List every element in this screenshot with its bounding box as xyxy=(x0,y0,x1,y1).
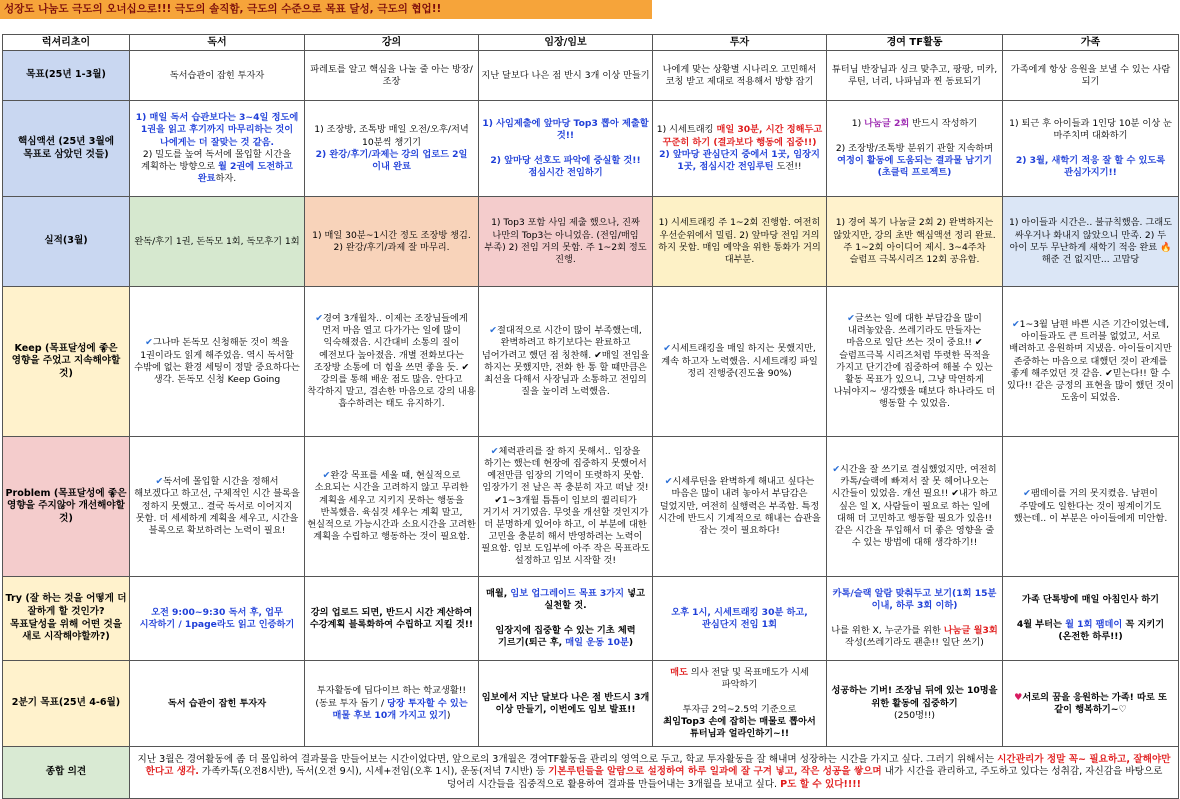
problem-tf: ✔시간을 잘 쓰기로 결심했었지만, 여전히 카톡/슬랙에 빠져서 잘 못 헤어나오는 시간들이 있었음. 개선 필요!! ✔내가 하고 싶은 일 X, 사람들이 필요로 하는 일에 대해 더 고민하고 행동할 필요가 있음!! 같은 시간을 투입해서 더 좋은 영향을 줄 수 있는 방법에 대해 생각하기!! xyxy=(827,437,1003,577)
goal-imjang: 지난 달보다 나은 점 반시 3개 이상 만들기 xyxy=(479,51,653,101)
header-reading: 독서 xyxy=(130,35,305,51)
problem-invest: ✔시세루틴을 완벽하게 해내고 싶다는 마음은 많이 내려 놓아서 부담감은 덜었지만, 여전히 실행력은 부족함. 특정 시간에 반드시 기계적으로 해내는 습관을 잡는 것이 필요하다! xyxy=(653,437,827,577)
header-lecture: 강의 xyxy=(305,35,479,51)
check-icon: ✔ xyxy=(315,313,323,325)
q2-invest: 매도 의사 전달 및 목표매도가 시세 파악하기 투자금 2억~2.5억 기준으로 최임Top3 손에 잡히는 매물로 뽑아서 튜터님과 얼라인하기~!! xyxy=(653,661,827,747)
header-family: 가족 xyxy=(1003,35,1179,51)
header-tf: 경여 TF활동 xyxy=(827,35,1003,51)
action-reading: 1) 매일 독서 습관보다는 3~4일 정도에 1권을 읽고 후기까지 마무리하는 것이 나에게는 더 잘맞는 것 같음. 2) 밀도를 높여 독서에 몰입할 시간을 계획하는 방향으로 월 2권에 도전하고 완료하자. xyxy=(130,101,305,197)
q2-imjang: 임보에서 지난 달보다 나은 점 반드시 3개 이상 만들기, 이번에도 임보 발표!! xyxy=(479,661,653,747)
check-icon: ✔ xyxy=(663,343,671,355)
problem-row xyxy=(3,437,1179,577)
heart-icon: ♥ xyxy=(1014,691,1023,703)
row-label-goal: 목표(25년 1-3월) xyxy=(3,51,130,101)
action-family: 1) 퇴근 후 아이들과 1인당 10분 이상 눈 마주치며 대화하기 2) 3월, 새학기 적응 잘 할 수 있도록 관심가지기!! xyxy=(1003,101,1179,197)
keep-reading: ✔그나마 돈독모 신청해둔 것이 책을 1권이라도 읽게 해주었음. 역시 독서할 수밖에 없는 환경 세팅이 정말 중요하다는 생각. 돈독모 신청 Keep Going xyxy=(130,287,305,437)
problem-family: ✔팸데이를 거의 못지켰음. 남편이 주말에도 일한다는 것이 핑계이기도 했는데.. 이 부분은 아이들에게 미안함. xyxy=(1003,437,1179,577)
keep-invest: ✔시세트래킹을 매일 하지는 못했지만, 계속 하고자 노력했음. 시세트래킹 파일 정리 진행중(진도율 90%) xyxy=(653,287,827,437)
action-invest: 1) 시세트래킹 매일 30분, 시간 정해두고 꾸준히 하기 (결과보다 행동에 집중!!) 2) 앞마당 관심단지 중에서 1곳, 임장지 1곳, 점심시간 전임루틴 도전!! xyxy=(653,101,827,197)
result-imjang: 1) Top3 포함 사임 제출 했으나, 진짜 나만의 Top3는 아니었음. (전임/매임 부족) 2) 전임 거의 못함. 주 1~2회 정도 진행. xyxy=(479,197,653,287)
check-icon: ✔ xyxy=(832,464,841,476)
action-lecture: 1) 조장방, 조톡방 매일 오전/오후/저녁 10분씩 챙기기 2) 완강/후기/과제는 강의 업로드 2일 이내 완료 xyxy=(305,101,479,197)
goal-lecture: 파레토를 알고 핵심을 나눌 줄 아는 방장/조장 xyxy=(305,51,479,101)
result-reading: 완독/후기 1권, 돈독모 1회, 독모후기 1회 xyxy=(130,197,305,287)
action-tf: 1) 나눔글 2회 반드시 작성하기 2) 조장방/조톡방 분위기 관할 지속하며 여정이 활동에 도움되는 결과물 남기기(초클릭 프로젝트) xyxy=(827,101,1003,197)
header-invest: 투자 xyxy=(653,35,827,51)
q2-row xyxy=(3,661,1179,747)
check-icon: ✔ xyxy=(847,313,855,325)
check-icon: ✔ xyxy=(664,476,673,488)
problem-lecture: ✔완강 목표를 세울 때, 현실적으로 소요되는 시간을 고려하지 않고 무리한 계획을 세우고 지키지 못하는 행동을 반복했음. 육심것 세우는 계획 말고, 현실적으로 가능시간과 소요시간을 고려한 계획을 수립하고 행동하는 것이 필요함. xyxy=(305,437,479,577)
keep-lecture: ✔경여 3개월차.. 이제는 조장님들에게 먼저 마음 열고 다가가는 일에 많이 익숙해졌음. 시간대비 소통의 질이 예전보다 높아졌음. 개별 전화보다는 조장방 소통에 더 힘을 쓰면 좋을 듯. ✔강의를 통해 배운 점도 많음. 안다고 착각하지 말고, 겸손한 마음으로 강의 내용 흡수하려는 태도 유지하기. xyxy=(305,287,479,437)
motto-banner: 성장도 나눔도 극도의 오너십으로!!! 극도의 솔직함, 극도의 수준으로 목표 달성, 극도의 협업!! xyxy=(0,0,652,19)
q2-family: ♥서로의 꿈을 응원하는 가족! 따로 또 같이 행복하기~♡ xyxy=(1003,661,1179,747)
goal-invest: 나에게 맞는 상황별 시나리오 고민해서 코칭 받고 제대로 적용해서 방향 잡기 xyxy=(653,51,827,101)
header-owner: 럭셔리초이 xyxy=(3,35,130,51)
keep-imjang: ✔절대적으로 시간이 많이 부족했는데, 완벽하려고 하기보다는 완료하고 넘어가려고 했던 점 칭찬해. ✔매일 전임을 하지는 못했지만, 전화 한 통 할 때만큼은 최선을 다해서 사장님과 소통하고 전임의 질을 높이려 노력했음. xyxy=(479,287,653,437)
goal-tf: 튜터님 반장님과 싱크 맞추고, 팡팡, 미카, 루틴, 너리, 나파님과 찐 동료되기 xyxy=(827,51,1003,101)
q2-reading: 독서 습관이 잡힌 투자자 xyxy=(130,661,305,747)
q2-tf: 성공하는 기버! 조장님 뒤에 있는 10명을 위한 활동에 집중하기 (250명!!) xyxy=(827,661,1003,747)
row-label-result: 실적(3월) xyxy=(3,197,130,287)
result-tf: 1) 경여 복기 나눔글 2회 2) 완벽하지는 않았지만, 강의 초반 핵심액션 정리 완료. 주 1~2회 아이디어 제시. 3~4주차 슬럼프 극복시리즈 12회 공유함. xyxy=(827,197,1003,287)
header-row xyxy=(3,35,1179,51)
action-row xyxy=(3,101,1179,197)
check-icon: ✔ xyxy=(322,470,331,482)
row-label-summary: 종합 의견 xyxy=(3,747,130,799)
check-icon: ✔ xyxy=(490,445,499,457)
check-icon: ✔ xyxy=(1011,319,1020,331)
row-label-problem: Problem (목표달성에 좋은 영향을 주지않아 개선해야할 것) xyxy=(3,437,130,577)
retrospective-table xyxy=(2,34,1179,799)
problem-imjang: ✔체력관리를 잘 하지 못해서.. 임장을 하기는 했는데 현장에 집중하지 못했어서 예전만큼 임장의 기억이 또렷하지 못함. 임장가기 전 날은 꼭 충분히 자고 떠날 것! ✔1~3개월 틈틈이 임보의 퀄리티가 거기서 거기였음. 무엇을 개선할 것인지가 더 분명하게 있어야 하고, 이 부분에 대한 고민을 충분히 해서 반영하려는 노력이 필요함. 임보 도입부에 아주 작은 목표라도 설정하고 임보 시작할 것! xyxy=(479,437,653,577)
goal-family: 가족에게 항상 응원을 보낼 수 있는 사람 되기 xyxy=(1003,51,1179,101)
summary-row xyxy=(3,747,1179,799)
q2-lecture: 투자활동에 딥다이브 하는 학교생활!! (동료 투자 돕기 / 당장 투자할 수 있는 매물 후보 10개 가지고 있기) xyxy=(305,661,479,747)
action-imjang: 1) 사임제출에 앞마당 Top3 뽑아 제출할 것!! 2) 앞마당 선호도 파악에 중실할 것!! 점심시간 전임하기 xyxy=(479,101,653,197)
header-imjang: 임장/임보 xyxy=(479,35,653,51)
goal-row xyxy=(3,51,1179,101)
problem-reading: ✔독서에 몰입할 시간을 정해서 해보겠다고 하고선, 구체적인 시간 블록을 정하지 못했고.. 결국 독서로 이어지지 못함. 더 세세하게 계획을 세우고, 시간을 블록으로 확보하려는 노력이 필요! xyxy=(130,437,305,577)
try-lecture: 강의 업로드 되면, 반드시 시간 계산하여 수강계획 블록화하여 수립하고 지킬 것!! xyxy=(305,577,479,661)
try-reading: 오전 9:00~9:30 독서 후, 업무 시작하기 / 1page라도 읽고 인증하기 xyxy=(130,577,305,661)
result-family: 1) 아이들과 시간은.. 불규칙했음. 그래도 싸우거나 화내지 않았으니 만족. 2) 두 아이 모두 무난하게 새학기 적응 완료 🔥해준 건 없지만... 고맙당 xyxy=(1003,197,1179,287)
keep-row xyxy=(3,287,1179,437)
row-label-q2: 2분기 목표(25년 4-6월) xyxy=(3,661,130,747)
row-label-action: 핵심액션 (25년 3월에 목표로 삼았던 것들) xyxy=(3,101,130,197)
summary-text: 지난 3월은 경여활동에 좀 더 몰입하여 결과물을 만들어보는 시간이었다면, 앞으로의 3개월은 경여TF활동을 관리의 영역으로 두고, 학교 투자활동을 잘 해내며 성장하는 시간을 가지고 싶다. 그러기 위해서는 시간관리가 정말 꼭~ 필요하고, 잘해야만 한다고 생각. 가족카톡(오전8시반), 독서(오전 9시), 시세+전임(오후 1시), 운동(저녁 7시반) 등 기본루틴들을 알람으로 설정하여 하루 일과에 잘 구겨 넣고, 작은 성공을 쌓으며 내가 시간을 관리하고, 주도하고 있다는 성취감, 자신감을 바탕으로 덩어리 시간들을 집중적으로 활용하여 결과를 만들어내는 3개월을 보내고 싶다. P도 할 수 있다!!!! xyxy=(130,747,1179,799)
keep-tf: ✔글쓰는 일에 대한 부담감을 많이 내려놓았음. 쓰레기라도 만들자는 마음으로 일단 쓰는 것이 중요!! ✔슬럼프극복 시리즈처럼 뚜렷한 목적을 가지고 단기간에 집중하여 해볼 수 있는 활동 목표가 있으니, 그냥 막연하게 나눠야지~ 생각했을 때보다 하나라도 더 행동할 수 있었음. xyxy=(827,287,1003,437)
row-label-keep: Keep (목표달성에 좋은 영향을 주었고 지속해야할 것) xyxy=(3,287,130,437)
result-invest: 1) 시세트래킹 주 1~2회 진행함. 여전히 우선순위에서 밀림. 2) 앞마당 전임 거의 하지 못함. 매임 예약을 위한 통화가 거의 대부분. xyxy=(653,197,827,287)
try-tf: 카톡/슬랙 알람 맞춰두고 보기(1회 15분 이내, 하루 3회 이하) 나를 위한 X, 누군가를 위한 나눔글 월3회 작성(쓰레기라도 괜춘!! 일단 쓰기) xyxy=(827,577,1003,661)
check-icon: ✔ xyxy=(155,476,164,488)
try-invest: 오후 1시, 시세트래킹 30분 하고, 관심단지 전임 1회 xyxy=(653,577,827,661)
result-row xyxy=(3,197,1179,287)
row-label-try: Try (잘 하는 것을 어떻게 더 잘하게 할 것인가? 목표달성을 위해 어떤 것을 새로 시작해야할까?) xyxy=(3,577,130,661)
result-lecture: 1) 매일 30분~1시간 정도 조장방 챙김. 2) 완강/후기/과제 잘 마무리. xyxy=(305,197,479,287)
try-row xyxy=(3,577,1179,661)
check-icon: ✔ xyxy=(1023,488,1031,500)
goal-reading: 독서습관이 잡힌 투자자 xyxy=(130,51,305,101)
check-icon: ✔ xyxy=(489,325,497,337)
check-icon: ✔ xyxy=(145,337,153,349)
try-imjang: 매월, 임보 업그레이드 목표 3가지 넣고 실천할 것. 임장지에 집중할 수 있는 기초 체력 기르기(퇴근 후, 매일 운동 10분) xyxy=(479,577,653,661)
try-family: 가족 단톡방에 매일 아침인사 하기 4월 부터는 월 1회 팸데이 꼭 지키기(온전한 하루!!) xyxy=(1003,577,1179,661)
keep-family: ✔1~3월 남편 바쁜 시즌 기간이었는데, 아이들과도 큰 트러블 없었고, 서로 배려하고 응원하며 지냈음. 아이들이지만 존중하는 마음으로 대했던 것이 관계를 좋게 해주었던 것 같음. ✔믿는다!! 할 수 있다!! 같은 긍정의 표현을 많이 했던 것이 도움이 되었음. xyxy=(1003,287,1179,437)
